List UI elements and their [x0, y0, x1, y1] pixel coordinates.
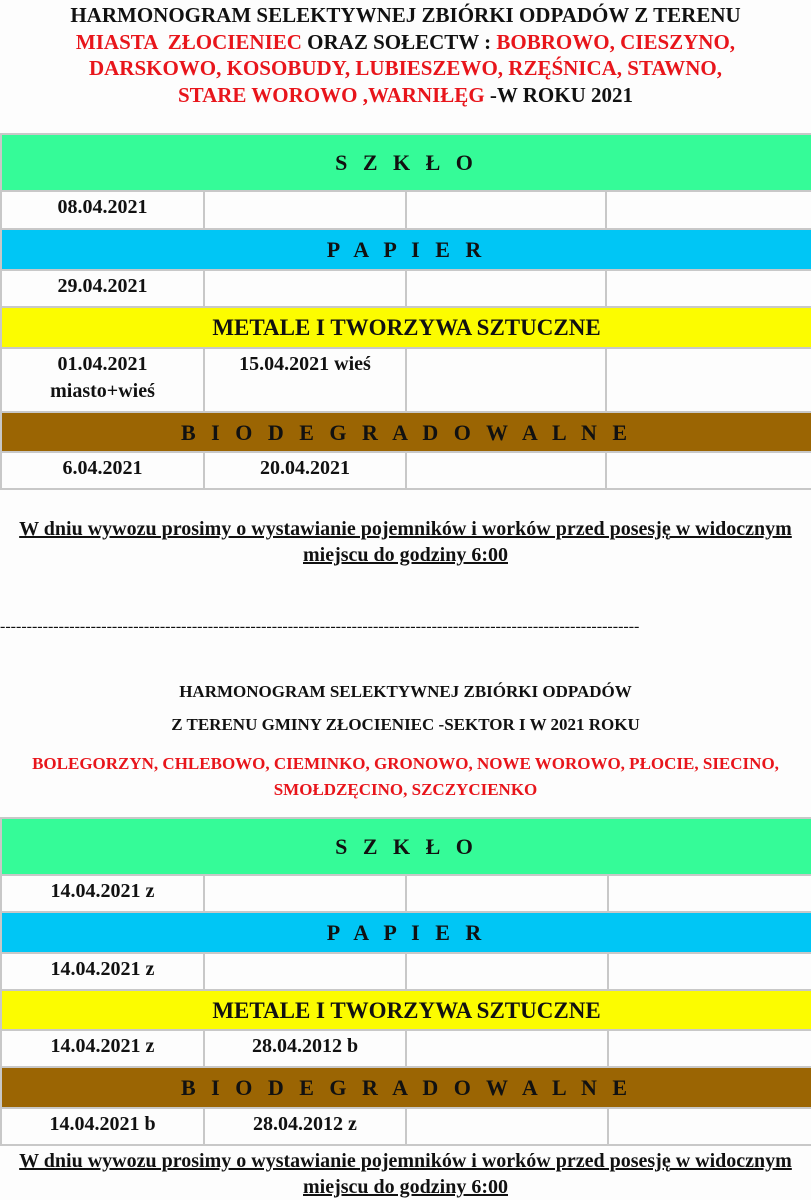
- date-cell: 14.04.2021 z: [1, 875, 204, 912]
- date-cell: [406, 348, 606, 412]
- date-cell: [406, 1108, 608, 1145]
- title-line-1: HARMONOGRAM SELEKTYWNEJ ZBIÓRKI ODPADÓW Z TERENU: [70, 3, 741, 27]
- band-biodegradable: B I O D E G R A D O W A L N E: [1, 412, 811, 452]
- date-cell: 14.04.2021 z: [1, 1030, 204, 1067]
- date-cell: [406, 270, 606, 307]
- date-cell: [608, 1030, 811, 1067]
- band-glass: S Z K Ł O: [1, 818, 811, 875]
- date-cell: [606, 191, 811, 229]
- band-metals-plastics: METALE I TWORZYWA SZTUCZNE: [1, 990, 811, 1030]
- date-cell: [406, 452, 606, 489]
- date-cell: 08.04.2021: [1, 191, 204, 229]
- date-cell: [406, 875, 608, 912]
- band-biodegradable: B I O D E G R A D O W A L N E: [1, 1067, 811, 1108]
- sector-villages: BOLEGORZYN, CHLEBOWO, CIEMINKO, GRONOWO, NOWE WOROWO, PŁOCIE, SIECINO, SMOŁDZĘCINO, SZCZYCIENKO: [32, 754, 779, 799]
- title-line-2: MIASTA ZŁOCIENIEC ORAZ SOŁECTW : BOBROWO, CIESZYNO,: [75, 29, 736, 54]
- schedule-title-city: [0, 2, 811, 108]
- date-cell: [204, 875, 406, 912]
- date-cell: 20.04.2021: [204, 452, 406, 489]
- date-cell: [606, 270, 811, 307]
- date-cell: [608, 875, 811, 912]
- date-cell: [204, 953, 406, 990]
- date-cell: 28.04.2012 z: [204, 1108, 406, 1145]
- schedule-title-sector-line-2: Z TERENU GMINY ZŁOCIENIEC -SEKTOR I W 2021 ROKU: [171, 715, 640, 734]
- date-cell: 14.04.2021 b: [1, 1108, 204, 1145]
- date-cell: [204, 191, 406, 229]
- date-cell: [204, 270, 406, 307]
- date-cell: [608, 1108, 811, 1145]
- schedule-table-sector: [0, 817, 811, 1146]
- date-cell: 29.04.2021: [1, 270, 204, 307]
- schedule-table-city: [0, 133, 811, 490]
- band-paper: P A P I E R: [1, 229, 811, 270]
- band-metals-plastics: METALE I TWORZYWA SZTUCZNE: [1, 307, 811, 348]
- date-cell: [406, 191, 606, 229]
- date-cell: [606, 348, 811, 412]
- date-cell: 01.04.2021 miasto+wieś: [1, 348, 204, 412]
- date-cell: 14.04.2021 z: [1, 953, 204, 990]
- band-paper: P A P I E R: [1, 912, 811, 953]
- date-cell: 28.04.2012 b: [204, 1030, 406, 1067]
- date-cell: [406, 953, 608, 990]
- date-cell: [608, 953, 811, 990]
- date-cell: [406, 1030, 608, 1067]
- date-cell: [606, 452, 811, 489]
- band-glass: S Z K Ł O: [1, 134, 811, 191]
- section-separator: ------------------------------------------------------------------------------------------------------------------------: [0, 618, 640, 635]
- collection-note-sector: W dniu wywozu prosimy o wystawianie pojemników i worków przed posesję w widocznym miejscu do godziny 6:00: [19, 1150, 792, 1198]
- schedule-title-sector-line-1: HARMONOGRAM SELEKTYWNEJ ZBIÓRKI ODPADÓW: [179, 682, 632, 701]
- date-cell: 15.04.2021 wieś: [204, 348, 406, 412]
- title-line-4: STARE WOROWO ,WARNIŁĘG -W ROKU 2021: [177, 82, 634, 107]
- date-cell: 6.04.2021: [1, 452, 204, 489]
- title-line-3: DARSKOWO, KOSOBUDY, LUBIESZEWO, RZĘŚNICA, STAWNO,: [88, 56, 723, 80]
- collection-note-city: W dniu wywozu prosimy o wystawianie pojemników i worków przed posesję w widocznym miejscu do godziny 6:00: [19, 518, 792, 566]
